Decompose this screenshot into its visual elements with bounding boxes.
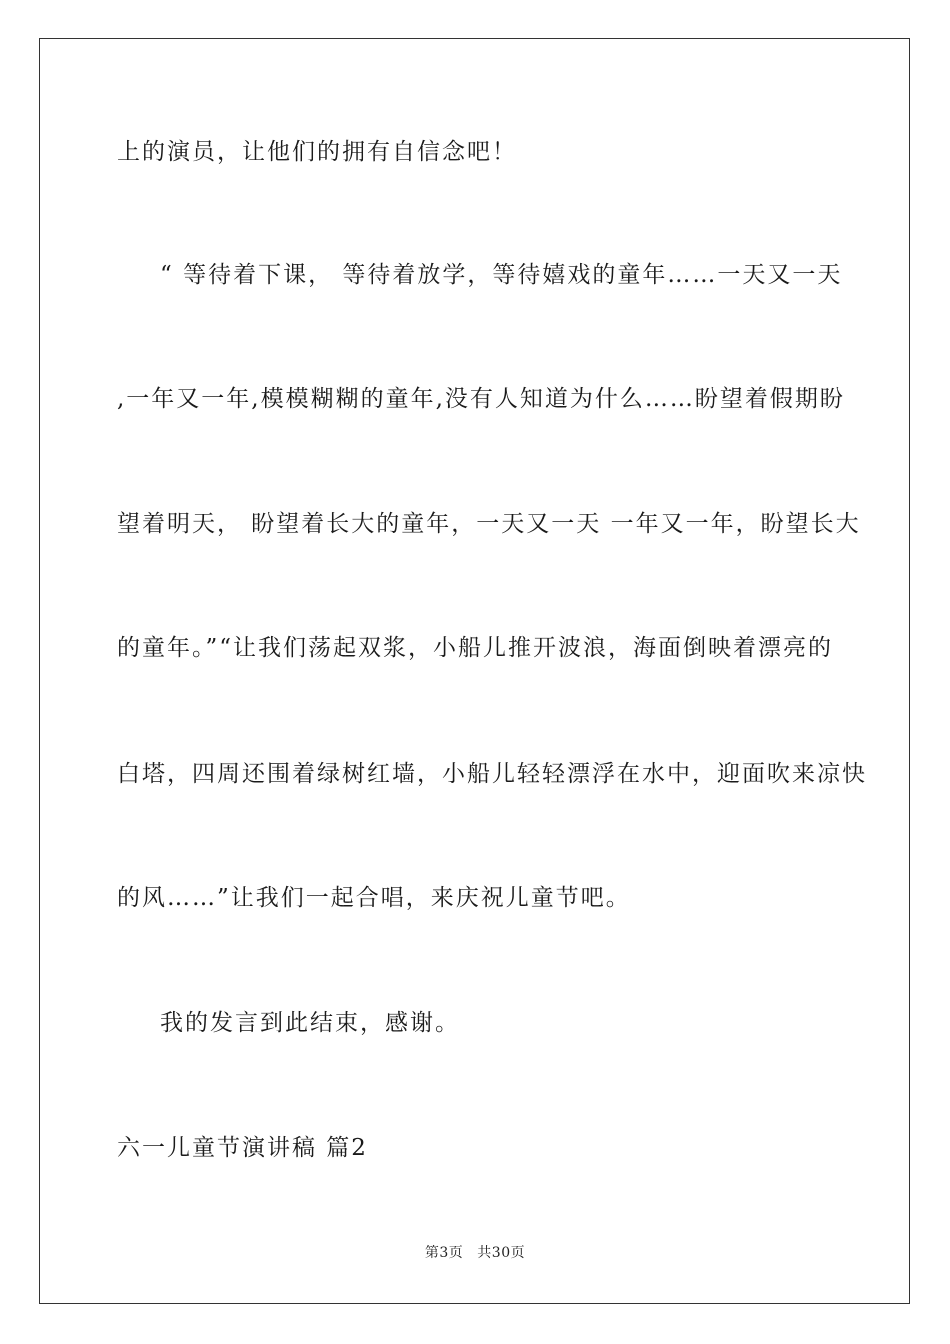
paragraph-line-2: “ 等待着下课， 等待着放学，等待嬉戏的童年……一天又一天 (160, 262, 843, 288)
page-border (39, 38, 910, 1304)
paragraph-line-7: 的风……”让我们一起合唱，来庆祝儿童节吧。 (117, 885, 631, 911)
paragraph-line-5: 的童年。”“让我们荡起双浆，小船儿推开波浪，海面倒映着漂亮的 (117, 635, 834, 661)
section-heading: 六一儿童节演讲稿 篇2 (117, 1135, 368, 1161)
page-number-current: 第3页 (424, 1245, 464, 1261)
paragraph-line-3: ,一年又一年,模模糊糊的童年,没有人知道为什么……盼望着假期盼 (117, 386, 845, 412)
paragraph-line-1: 上的演员，让他们的拥有自信念吧！ (117, 139, 517, 165)
page-number-total: 共30页 (477, 1245, 526, 1261)
page-footer (0, 1244, 950, 1262)
paragraph-line-4: 望着明天， 盼望着长大的童年，一天又一天 一年又一年，盼望长大 (117, 511, 861, 537)
closing-line: 我的发言到此结束，感谢。 (160, 1010, 460, 1036)
paragraph-line-6: 白塔，四周还围着绿树红墙，小船儿轻轻漂浮在水中，迎面吹来凉快 (117, 761, 867, 787)
